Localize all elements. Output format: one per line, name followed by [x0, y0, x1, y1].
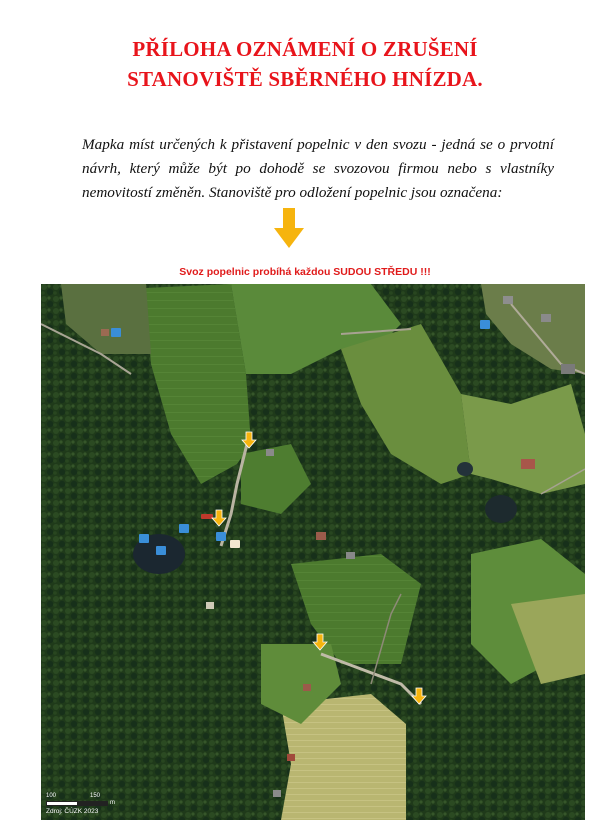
poi-icon: [216, 532, 226, 541]
house: [503, 296, 513, 304]
poi-icon: [139, 534, 149, 543]
poi-icon: [111, 328, 121, 337]
title-line-1: PŘÍLOHA OZNÁMENÍ O ZRUŠENÍ: [132, 37, 478, 61]
pond: [485, 495, 517, 523]
pond: [457, 462, 473, 476]
scale-label-1: 150: [90, 793, 101, 799]
map-copyright: Zdroj: ČÚZK 2023: [46, 808, 99, 815]
poi-icon: [230, 540, 240, 548]
house: [287, 754, 295, 761]
collection-notice: Svoz popelnic probíhá každou SUDOU STŘEDU !!!: [179, 266, 431, 278]
arrow-down-icon: [274, 208, 304, 248]
house: [303, 684, 311, 691]
house: [541, 314, 551, 322]
scale-bar: [46, 801, 108, 806]
house: [266, 449, 274, 456]
scale-unit: m: [110, 800, 115, 806]
poi-icon: [480, 320, 490, 329]
house: [521, 459, 535, 469]
aerial-map[interactable]: [41, 284, 585, 820]
house: [561, 364, 575, 374]
poi-icon: [156, 546, 166, 555]
map-scale: [46, 793, 136, 817]
title-line-2: STANOVIŠTĚ SBĚRNÉHO HNÍZDA.: [127, 67, 483, 91]
poi-icon: [179, 524, 189, 533]
poi-icon: [201, 514, 213, 519]
scale-label-0: 100: [46, 793, 57, 799]
house: [346, 552, 355, 559]
house: [273, 790, 281, 797]
document-title: [0, 34, 610, 94]
intro-paragraph: Mapka míst určených k přistavení popelnic v den svozu - jedná se o prvotní návrh, který může být po dohodě se svozovou firmou nebo s vlastníky nemovitostí změněn. Stanoviště pro odložení popelnic jsou označena:: [82, 136, 554, 201]
house: [316, 532, 326, 540]
house: [101, 329, 109, 336]
house: [206, 602, 214, 609]
